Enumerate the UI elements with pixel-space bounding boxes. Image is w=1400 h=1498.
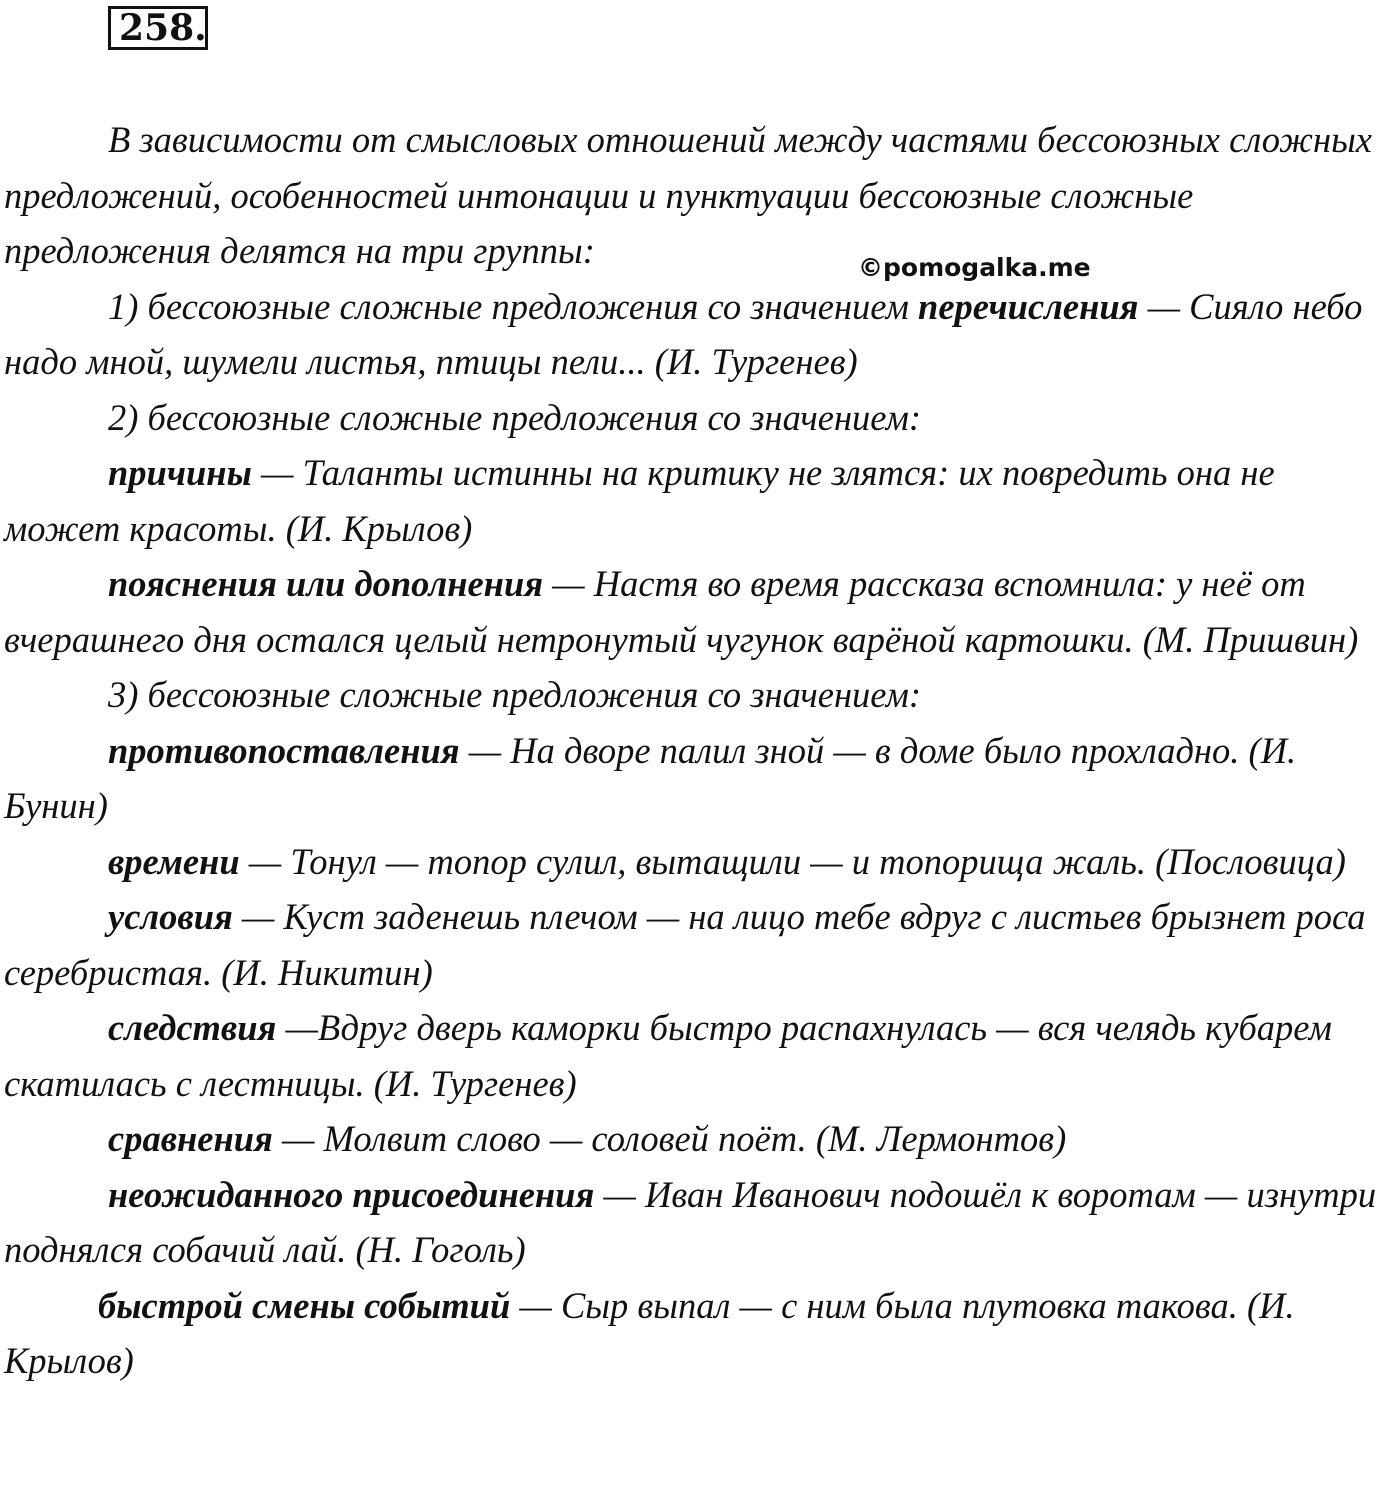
example-condition: — Куст заденешь плечом — на лицо тебе вдруг с листьев брызнет роса серебристая. (И. Никитин) — [4, 896, 1366, 993]
term-cause: причины — [108, 452, 252, 493]
example-contrast: — На дворе палил зной — в доме было прохладно. (И. Бунин) — [4, 729, 1297, 826]
term-consequence: следствия — [108, 1007, 277, 1048]
term-time: времени — [108, 840, 240, 882]
unexpected-addition-paragraph — [4, 1167, 1396, 1278]
term-explanation: пояснения или дополнения — [108, 563, 544, 604]
comparison-paragraph — [4, 1111, 1396, 1167]
time-paragraph — [4, 834, 1396, 890]
example-quick-events: — Сыр выпал — с ним была плутовка такова. (И. Крылов) — [4, 1284, 1295, 1381]
quick-events-paragraph — [4, 1278, 1396, 1389]
group-3-heading: 3) бессоюзные сложные предложения со значением: — [108, 674, 922, 715]
intro-paragraph: В зависимости от смысловых отношений между частями бессоюзных сложных предложений, особенностей интонации и пунктуации бессоюзные сложные предложения делятся на три группы: — [4, 119, 1373, 271]
exercise-text — [4, 112, 1396, 1389]
term-unexpected-addition: неожиданного присоединения — [108, 1173, 595, 1215]
group-2-heading: 2) бессоюзные сложные предложения со значением: — [108, 396, 922, 438]
term-condition: условия — [108, 896, 233, 937]
example-time: — Тонул — топор сулил, вытащили — и топорища жаль. (Пословица) — [239, 840, 1346, 882]
explanation-paragraph — [4, 556, 1396, 667]
example-comparison: — Молвит слово — соловей поёт. (М. Лермонтов) — [272, 1118, 1067, 1159]
watermark: ©pomogalka.me — [858, 253, 1091, 282]
term-enumeration: перечисления — [918, 285, 1139, 327]
term-quick-events: быстрой смены событий — [98, 1284, 511, 1326]
exercise-number: 258. — [108, 6, 208, 50]
consequence-paragraph — [4, 1000, 1396, 1111]
example-unexpected-addition: — Иван Иванович подошёл к воротам — изнутри поднялся собачий лай. (Н. Гоголь) — [4, 1173, 1377, 1270]
contrast-paragraph — [4, 723, 1396, 834]
group-1-lead: 1) бессоюзные сложные предложения со значением — [108, 285, 919, 327]
group-1-paragraph — [4, 279, 1396, 390]
term-contrast: противопоставления — [108, 729, 460, 771]
example-cause: — Таланты истинны на критику не злятся: их повредить она не может красоты. (И. Крылов) — [4, 452, 1275, 549]
condition-paragraph — [4, 889, 1396, 1000]
term-comparison: сравнения — [108, 1118, 273, 1159]
cause-paragraph — [4, 445, 1396, 556]
example-consequence: —Вдруг дверь каморки быстро распахнулась — вся челядь кубарем скатилась с лестницы. (И. Тургенев) — [4, 1007, 1332, 1104]
example-explanation: — Настя во время рассказа вспомнила: у неё от вчерашнего дня остался целый нетронутый чугунок варёной картошки. (М. Пришвин) — [4, 563, 1359, 660]
example-enumeration: — Сияло небо надо мной, шумели листья, птицы пели... (И. Тургенев) — [4, 285, 1363, 382]
